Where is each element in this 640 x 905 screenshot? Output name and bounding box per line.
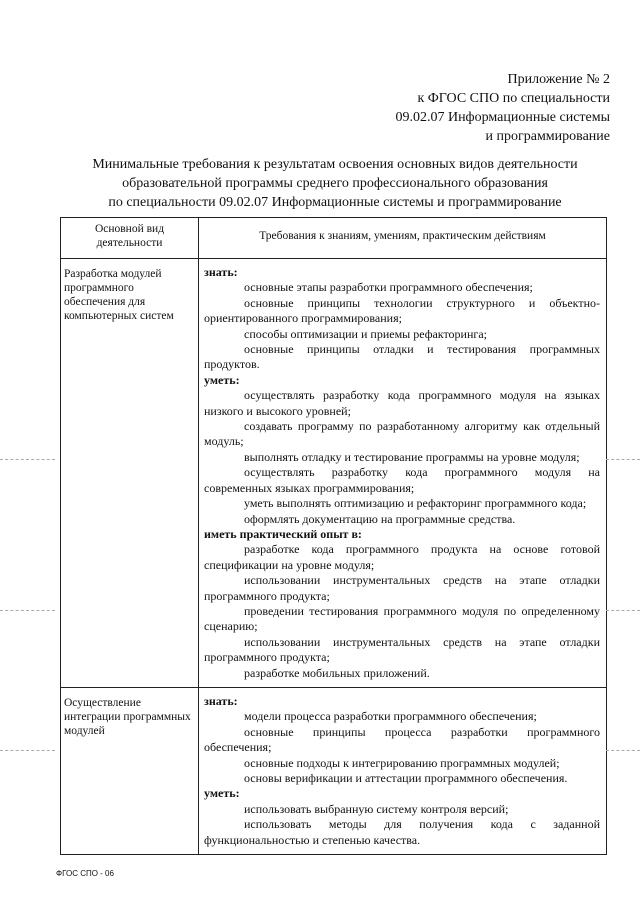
- can-label: уметь:: [204, 372, 240, 387]
- document-title: [62, 155, 608, 212]
- table-header: [61, 218, 606, 259]
- list-item: выполнять отладку и тестирование программы на уровне модуля;: [244, 449, 580, 464]
- appendix-line: и программирование: [485, 129, 610, 144]
- title-line: Минимальные требования к результатам освоения основных видов деятельности: [92, 157, 578, 172]
- list-item: использовании инструментальных средств на этапе отладки программного продукта;: [204, 634, 600, 665]
- list-item: разработке мобильных приложений.: [244, 665, 430, 680]
- activity-cell: Разработка модулей программного обеспечения для компьютерных систем: [61, 259, 199, 687]
- list-item: уметь выполнять оптимизацию и рефакторинг программного кода;: [244, 496, 587, 511]
- requirements-cell: [199, 259, 606, 687]
- scan-line: [0, 459, 55, 460]
- list-item: использовать методы для получения кода с заданной функциональностью и степенью качества.: [204, 817, 600, 847]
- appendix-line: 09.02.07 Информационные системы: [395, 110, 610, 125]
- header-activity: Основной вид деятельности: [61, 218, 199, 258]
- list-item: основы верификации и аттестации программного обеспечения.: [244, 771, 568, 785]
- scan-line: [606, 750, 640, 751]
- list-item: основные принципы отладки и тестирования программных продуктов.: [204, 342, 600, 372]
- can-label: уметь:: [204, 786, 240, 801]
- table-row: [61, 259, 606, 687]
- table-row: [61, 687, 606, 854]
- activity-cell: Осуществление интеграции программных модулей: [61, 688, 199, 854]
- list-item: разработке кода программного продукта на основе готовой спецификации на уровне модуля;: [204, 542, 600, 572]
- list-item: осуществлять разработку кода программного модуля на современных языках программирования;: [204, 465, 600, 495]
- appendix-line: Приложение № 2: [507, 72, 610, 87]
- list-item: способы оптимизации и приемы рефакторинга;: [244, 326, 487, 341]
- requirements-cell: [199, 688, 606, 854]
- appendix-block: [395, 70, 610, 146]
- experience-label: иметь практический опыт в:: [204, 526, 362, 541]
- know-label: знать:: [204, 693, 238, 708]
- list-item: основные принципы технологии структурного и объектно-ориентированного программирования;: [204, 295, 600, 326]
- list-item: основные этапы разработки программного обеспечения;: [244, 280, 533, 295]
- title-line: образовательной программы среднего профессионального образования: [122, 176, 548, 191]
- title-line: по специальности 09.02.07 Информационные системы и программирование: [108, 195, 562, 210]
- page-footer: ФГОС СПО - 06: [56, 869, 114, 878]
- appendix-line: к ФГОС СПО по специальности: [417, 91, 610, 106]
- requirements-table: [60, 217, 607, 855]
- list-item: осуществлять разработку кода программного модуля на языках низкого и высокого уровней;: [204, 388, 600, 418]
- list-item: модели процесса разработки программного обеспечения;: [244, 709, 537, 724]
- header-requirements: Требования к знаниям, умениям, практическим действиям: [259, 230, 546, 242]
- know-label: знать:: [204, 265, 238, 279]
- list-item: основные принципы процесса разработки программного обеспечения;: [204, 724, 600, 755]
- scan-line: [606, 459, 640, 460]
- list-item: основные подходы к интегрированию программных модулей;: [244, 755, 560, 770]
- scan-line: [0, 610, 55, 611]
- list-item: использовании инструментальных средств на этапе отладки программного продукта;: [204, 573, 600, 603]
- scan-line: [606, 610, 640, 611]
- list-item: проведении тестирования программного модуля по определенному сценарию;: [204, 603, 600, 634]
- scan-line: [0, 750, 55, 751]
- list-item: использовать выбранную систему контроля версий;: [244, 801, 509, 816]
- list-item: оформлять документацию на программные средства.: [244, 511, 516, 526]
- list-item: создавать программу по разработанному алгоритму как отдельный модуль;: [204, 419, 600, 449]
